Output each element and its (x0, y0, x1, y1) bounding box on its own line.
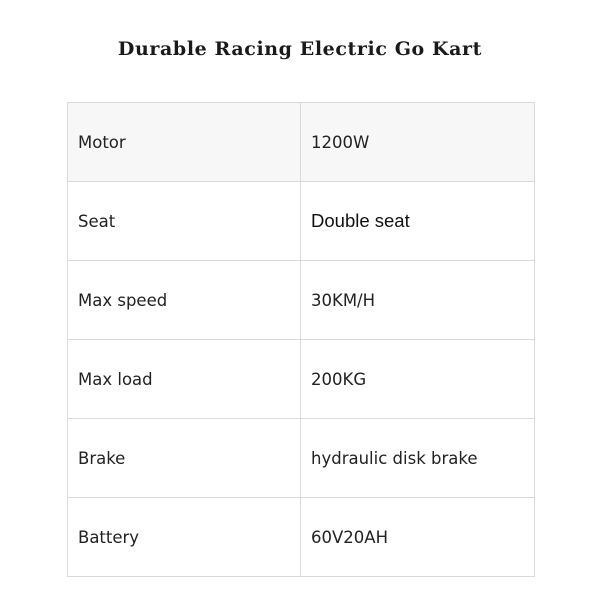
spec-table (67, 102, 535, 577)
spec-label: Seat (68, 182, 301, 261)
spec-table-body (68, 103, 535, 577)
spec-label: Motor (68, 103, 301, 182)
spec-label: Brake (68, 419, 301, 498)
spec-row-motor (68, 103, 535, 182)
spec-row-seat (68, 182, 535, 261)
spec-label: Battery (68, 498, 301, 577)
spec-label: Max load (68, 340, 301, 419)
spec-label: Max speed (68, 261, 301, 340)
spec-row-max-speed (68, 261, 535, 340)
spec-value: Double seat (301, 182, 535, 261)
spec-value: 1200W (301, 103, 535, 182)
spec-row-brake (68, 419, 535, 498)
spec-value: 60V20AH (301, 498, 535, 577)
spec-row-max-load (68, 340, 535, 419)
spec-value: 30KM/H (301, 261, 535, 340)
spec-value: hydraulic disk brake (301, 419, 535, 498)
spec-value: 200KG (301, 340, 535, 419)
spec-row-battery (68, 498, 535, 577)
page-title: Durable Racing Electric Go Kart (117, 38, 483, 60)
